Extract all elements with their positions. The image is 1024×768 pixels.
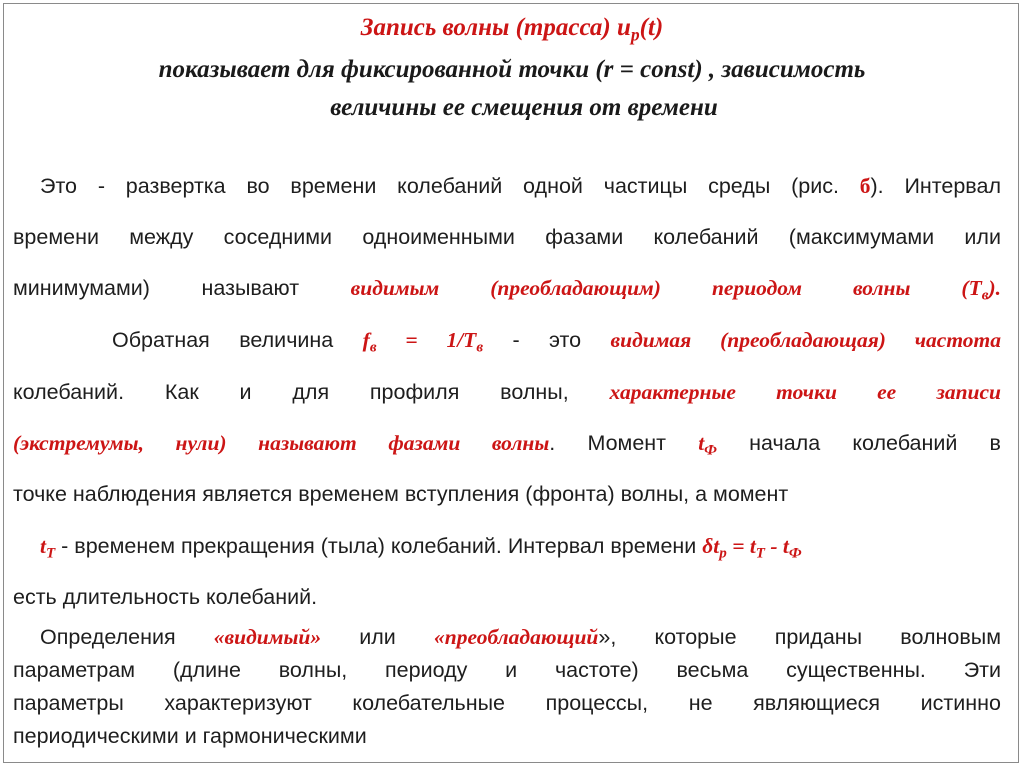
paragraph-line-13: периодическими и гармоническими bbox=[13, 724, 367, 748]
paragraph-line-6: (экстремумы, нули) называют фазами волны. Момент $t_Ф$ начала колебаний в bbox=[13, 431, 1001, 459]
slide-title: Запись волны (трасса) $u_p(t)$ bbox=[360, 14, 664, 45]
paragraph-line-2: времени между соседними одноименными фазами колебаний (максимумами или bbox=[13, 225, 1001, 249]
subtitle-line-2: величины ее смещения от времени bbox=[330, 94, 718, 121]
paragraph-line-8: $t_T$ - временем прекращения (тыла) колебаний. Интервал времени $\delta t_p = t_T - t_Ф$ bbox=[40, 534, 802, 562]
paragraph-line-4: Обратная величина $f_в = 1/T_в$ - это видимая (преобладающая) частота bbox=[112, 328, 1001, 356]
paragraph-line-3: минимумами) называют видимым (преобладающим) периодом волны $(T_в)$. bbox=[13, 276, 1001, 304]
subtitle-line-1: показывает для фиксированной точки (r = const) , зависимость bbox=[158, 56, 866, 83]
paragraph-line-10: Определения «видимый» или «преобладающий», которые приданы волновым bbox=[40, 625, 1001, 649]
paragraph-line-12: параметры характеризуют колебательные процессы, не являющиеся истинно bbox=[13, 691, 1001, 715]
paragraph-line-9: есть длительность колебаний. bbox=[13, 585, 318, 609]
paragraph-line-1: Это - развертка во времени колебаний одной частицы среды (рис. б). Интервал bbox=[40, 174, 1001, 198]
paragraph-line-5: колебаний. Как и для профиля волны, характерные точки ее записи bbox=[13, 380, 1001, 404]
paragraph-line-11: параметрам (длине волны, периоду и частоте) весьма существенны. Эти bbox=[13, 658, 1001, 682]
paragraph-line-7: точке наблюдения является временем вступления (фронта) волны, а момент bbox=[13, 482, 789, 506]
